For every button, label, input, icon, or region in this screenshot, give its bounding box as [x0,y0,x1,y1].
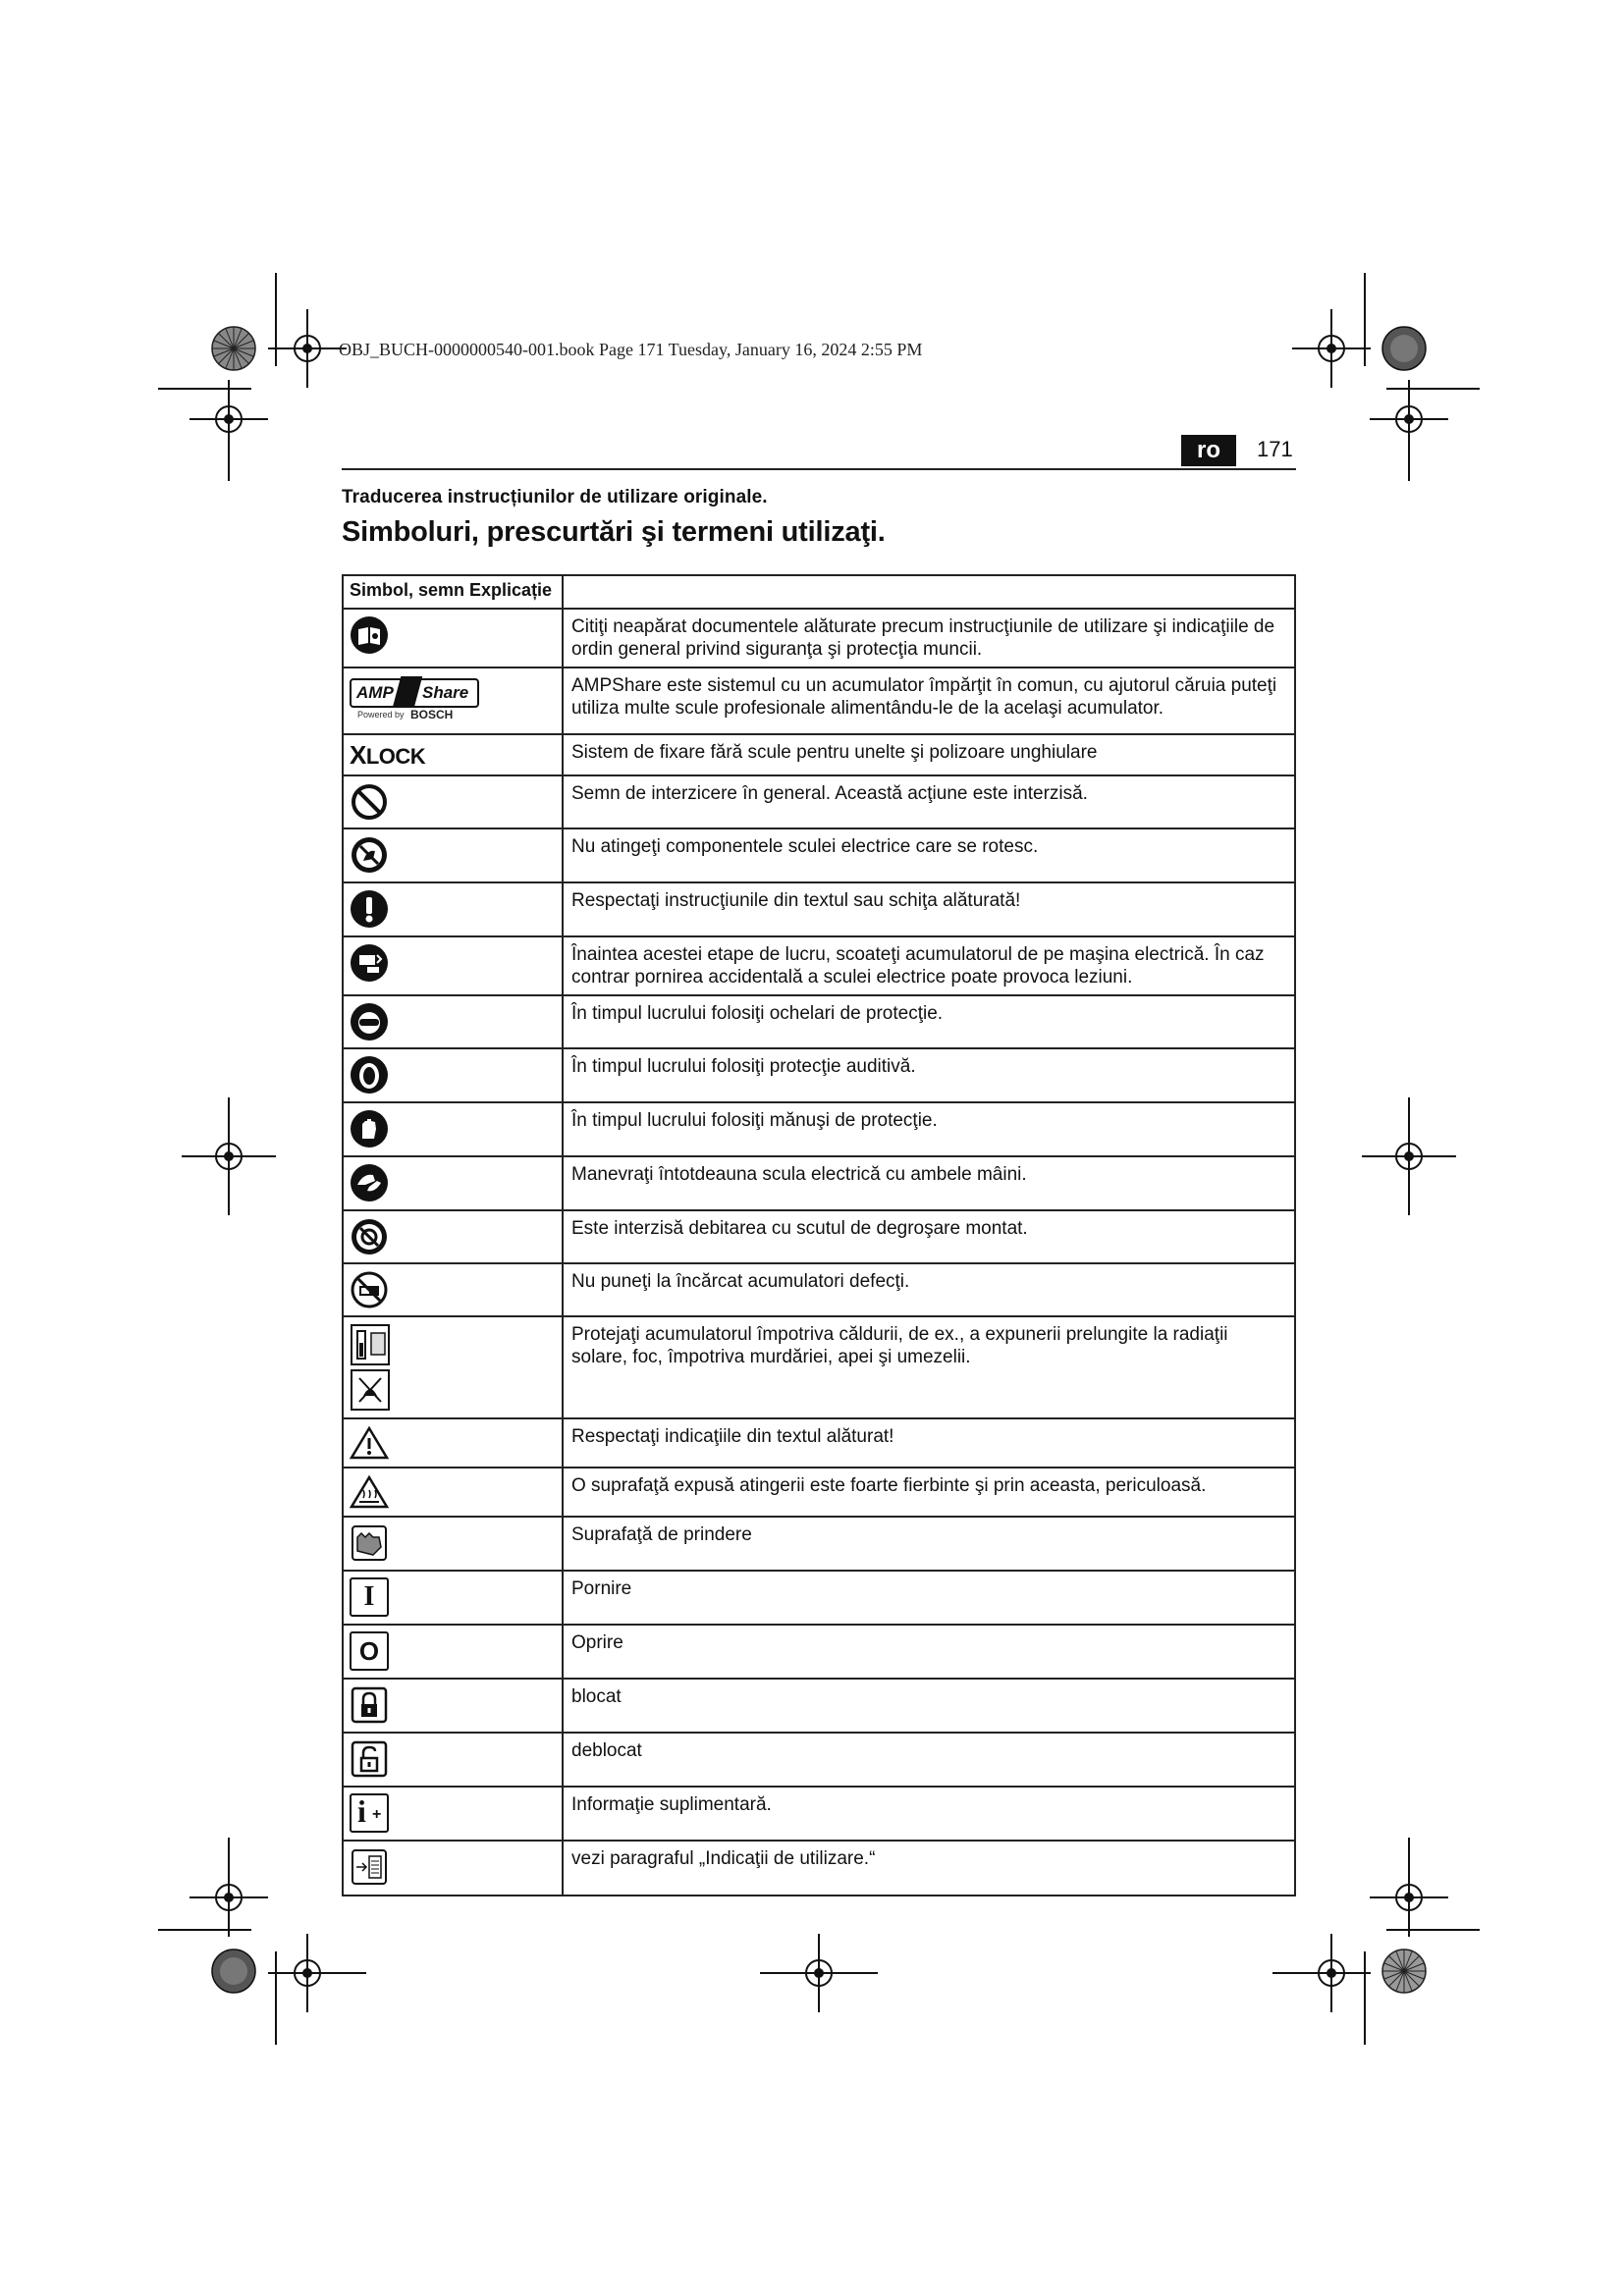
protective-gloves-icon [350,1109,389,1148]
table-cell-text: Protejaţi acumulatorul împotriva căldurii, de ex., a expunerii prelungite la radiaţii solare, foc, împotriva murdăriei, apei şi umezelii. [563,1316,1295,1418]
table-cell-text: Pornire [563,1571,1295,1625]
ampshare-logo [350,674,487,727]
table-row [343,1468,1295,1517]
xlock-logo [350,740,556,770]
table-cell-text: Respectaţi indicaţiile din textul alăturat! [563,1418,1295,1468]
table-row [343,775,1295,828]
table-row [343,1787,1295,1841]
table-cell-text: Sistem de fixare fără scule pentru unelte şi polizoare unghiulare [563,734,1295,775]
table-row [343,1679,1295,1733]
xlock-x: X [350,740,366,770]
header-rule [342,468,1296,470]
table-row [343,1625,1295,1679]
table-cell-text: Informaţie suplimentară. [563,1787,1295,1841]
table-cell-text: Nu atingeţi componentele sculei electrice care se rotesc. [563,828,1295,882]
hearing-protection-icon [350,1055,389,1095]
table-row [343,1418,1295,1468]
ampshare-brand: BOSCH [410,708,454,721]
table-cell-text: Semn de interzicere în general. Această acţiune este interzisă. [563,775,1295,828]
power-on-glyph: I [363,1581,375,1612]
read-manual-icon [350,615,389,655]
warning-triangle-icon [350,1425,389,1461]
locked-icon [350,1685,389,1725]
table-cell-text: blocat [563,1679,1295,1733]
table-row [343,1210,1295,1263]
power-off-icon [350,1631,389,1671]
info-plus: + [372,1806,382,1823]
table-row [343,734,1295,775]
hot-surface-icon [350,1474,389,1510]
print-info-line: OBJ_BUCH-0000000540-001.book Page 171 Tuesday, January 16, 2024 2:55 PM [339,340,923,359]
table-row [343,1841,1295,1896]
page-title: Simboluri, prescurtări şi termeni utilizaţi. [342,516,886,548]
xlock-lock: LOCK [365,744,426,769]
table-cell-text: O suprafaţă expusă atingerii este foarte fierbinte şi prin aceasta, periculoasă. [563,1468,1295,1517]
table-cell-text: deblocat [563,1733,1295,1787]
ampshare-amp-text: AMP [356,683,394,702]
table-row [343,882,1295,936]
ampshare-powered-by: Powered by [357,710,405,720]
see-section-icon [350,1847,389,1887]
page-number: 171 [1257,437,1293,461]
table-cell-text: Manevraţi întotdeauna scula electrică cu ambele mâini. [563,1156,1295,1210]
table-cell-text: vezi paragraful „Indicaţii de utilizare.“ [563,1841,1295,1896]
table-row [343,936,1295,995]
table-cell-text: Citiţi neapărat documentele alăturate precum instrucţiunile de utilizare şi indicaţiile de ordin general privind siguranţa şi protecţia muncii. [563,609,1295,667]
table-row [343,667,1295,734]
no-charge-defective-icon [350,1270,389,1309]
table-row [343,1263,1295,1316]
table-cell-text: Nu puneţi la încărcat acumulatori defecţi. [563,1263,1295,1316]
no-cutting-guard-icon [350,1217,389,1256]
unlocked-icon [350,1739,389,1779]
table-row [343,995,1295,1048]
power-off-glyph: O [358,1636,380,1666]
remove-battery-icon [350,943,389,983]
ampshare-share-text: Share [422,683,469,702]
table-row [343,1733,1295,1787]
table-row [343,1102,1295,1156]
header-empty [563,575,1295,609]
header-symbol-explanation: Simbol, semn Explicație [343,575,563,609]
table-row [343,1156,1295,1210]
table-row [343,609,1295,667]
table-row [343,1316,1295,1418]
table-cell-text: În timpul lucrului folosiţi mănuşi de protecţie. [563,1102,1295,1156]
grip-surface-icon [350,1523,389,1563]
table-cell-text: AMPShare este sistemul cu un acumulator împărţit în comun, cu ajutorul căruia puteţi utiliza multe scule profesionale alimentându-le de la acelaşi acumulator. [563,667,1295,734]
table-row [343,828,1295,882]
no-touch-rotating-icon [350,835,389,875]
table-row [343,1048,1295,1102]
info-plus-icon [350,1793,389,1833]
table-cell-text: Înaintea acestei etape de lucru, scoateţi acumulatorul de pe maşina electrică. În caz contrar pornirea accidentală a sculei electrice poate provoca leziuni. [563,936,1295,995]
safety-goggles-icon [350,1002,389,1041]
info-letter: i [357,1793,366,1829]
prohibition-icon [350,782,389,822]
symbols-table [342,574,1296,1896]
table-cell-text: Este interzisă debitarea cu scutul de degroşare montat. [563,1210,1295,1263]
table-cell-text: Oprire [563,1625,1295,1679]
two-hands-icon [350,1163,389,1202]
power-on-icon [350,1577,389,1617]
mandatory-notice-icon [350,889,389,929]
table-cell-text: În timpul lucrului folosiţi ochelari de protecţie. [563,995,1295,1048]
table-cell-text: Suprafaţă de prindere [563,1517,1295,1571]
language-badge: ro [1181,435,1236,466]
table-cell-text: Respectaţi instrucţiunile din textul sau schiţa alăturată! [563,882,1295,936]
table-header-row [343,575,1295,609]
ampshare-divider-bolt [393,676,423,708]
table-row [343,1517,1295,1571]
table-cell-text: În timpul lucrului folosiţi protecţie auditivă. [563,1048,1295,1102]
subtitle: Traducerea instrucțiunilor de utilizare originale. [342,487,768,507]
battery-protect-icon [350,1323,393,1412]
table-row [343,1571,1295,1625]
